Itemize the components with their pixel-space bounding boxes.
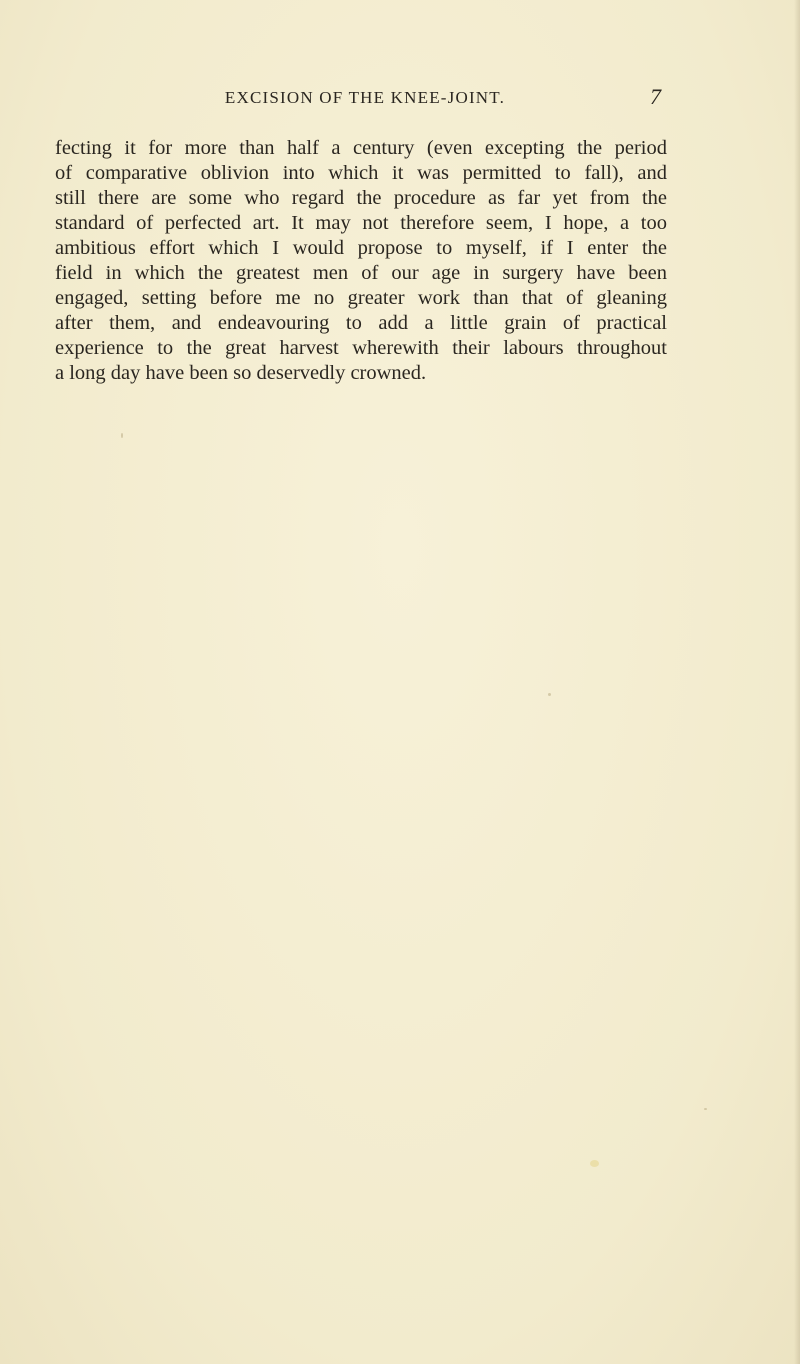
text-line: experience to the great harvest wherewith their labours throughout (55, 337, 667, 359)
text-line: ambitious effort which I would propose to myself, if I enter the (55, 237, 667, 259)
paper-speck (548, 693, 551, 696)
body-paragraph (55, 136, 667, 386)
text-line: fecting it for more than half a century (even excepting the period (55, 137, 667, 159)
paper-speck (121, 433, 123, 438)
text-line: of comparative oblivion into which it was permitted to fall), and (55, 162, 667, 184)
running-head: EXCISION OF THE KNEE-JOINT. (224, 88, 506, 107)
text-line: field in which the greatest men of our age in surgery have been (55, 262, 667, 284)
page-number: 7 (650, 84, 661, 109)
paper-speck (704, 1108, 707, 1110)
text-line: standard of perfected art. It may not therefore seem, I hope, a too (55, 212, 667, 234)
text-line: a long day have been so deservedly crowned. (55, 362, 427, 384)
text-line: engaged, setting before me no greater work than that of gleaning (55, 287, 667, 309)
text-line: after them, and endeavouring to add a little grain of practical (55, 312, 667, 334)
page-header (55, 84, 675, 110)
text-line: still there are some who regard the procedure as far yet from the (55, 187, 667, 209)
paper-speck (590, 1160, 599, 1167)
page-edge-shadow (794, 0, 800, 1364)
